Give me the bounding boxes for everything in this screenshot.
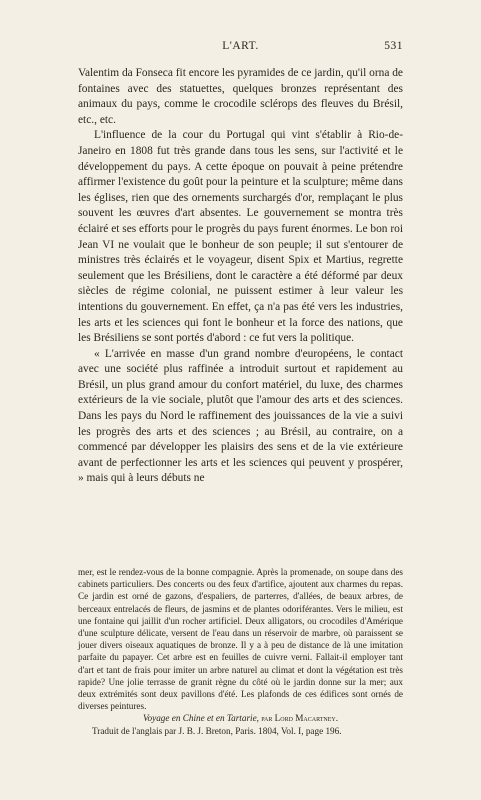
running-header xyxy=(78,40,403,56)
footnote-translation: Traduit de l'anglais par J. B. J. Breton, Paris. 1804, Vol. I, page 196. xyxy=(92,725,342,736)
running-title: L'ART. xyxy=(222,40,259,52)
page-number: 531 xyxy=(384,40,403,52)
footnote-citation xyxy=(78,712,403,724)
citation-author: , par Lord Macartney. xyxy=(256,713,339,724)
main-text xyxy=(78,66,403,487)
footnote xyxy=(78,566,403,737)
footnote-text: mer, est le rendez-vous de la bonne compagnie. Après la promenade, on soupe dans des cabinets particuliers. Des concerts ou des feux d'artifice, ajoutent aux charmes du repas. Ce jardin est orné de gazons, d'espaliers, de parterres, d'allées, de beaux arbres, de berceaux entrelacés de fleurs, de jasmins et de plantes odoriférantes. Vers le milieu, est une fontaine qui jaillit d'un rocher artificiel. Deux alligators, ou crocodiles d'Amérique d'une sculpture délicate, versent de l'eau dans un réservoir de marbre, où paraissent se jouer divers oiseaux aquatiques de bronze. Il y a à peu de distance de là une imitation parfaite du papayer. Cet arbre est en feuilles de cuivre verni. Fallait-il employer tant d'art et tant de frais pour imiter un arbre naturel au climat et dont la végétation est très rapide? Une jolie terrasse de granit règne du côté où le jardin donne sur la mer; aux deux extrémités sont deux pavillons d'été. Les plafonds de ces édifices sont ornés de diverses peintures. xyxy=(78,567,403,712)
paragraph-2: L'influence de la cour du Portugal qui vint s'établir à Rio-de-Janeiro en 1808 fut très grande dans tous les sens, sur l'activité et le développement du pays. A cette époque on pouvait à peine prétendre affirmer l'existence du goût pour la peinture et la sculpture; même dans les églises, rien que des ornements surchargés d'or, remplaçant le plus souvent les œuvres d'art absentes. Le gouvernement se montra très éclairé et ses efforts pour le progrès du pays furent énormes. Le bon roi Jean VI ne voulait que le bonheur de son peuple; il sut s'entourer de ministres très éclairés et le voyageur, disent Spix et Martius, regrette seulement que les Brésiliens, dont le caractère a été déformé par deux siècles de régime colonial, ne puissent estimer à leur valeur les intentions du gouvernement. En effet, ça n'a pas été vers les industries, les arts et les sciences qui font le bonheur et la force des nations, que les Brésiliens se sont portés d'abord : ce fut vers la politique. xyxy=(78,129,403,345)
paragraph-1: Valentim da Fonseca fit encore les pyramides de ce jardin, qu'il orna de fontaines avec des statuettes, quelques bronzes représentant des animaux du pays, comme le crocodile sclérops des fleuves du Brésil, etc., etc. xyxy=(78,67,403,126)
citation-title: Voyage en Chine et en Tartarie xyxy=(142,713,257,724)
paragraph-3: « L'arrivée en masse d'un grand nombre d'européens, le contact avec une société plus raffinée a introduit surtout et rapidement au Brésil, un plus grand amour du confort matériel, du luxe, des charmes extérieurs de la vie sociale, plutôt que l'amour des arts et des sciences. Dans les pays du Nord le raffinement des jouissances de la vie a suivi les progrès des arts et des sciences ; au Brésil, au contraire, on a commencé par développer les plaisirs des sens et de la vie extérieure avant de perfectionner les arts et les sciences qui peuvent y prospérer, » mais qui à leurs débuts ne xyxy=(78,347,403,485)
